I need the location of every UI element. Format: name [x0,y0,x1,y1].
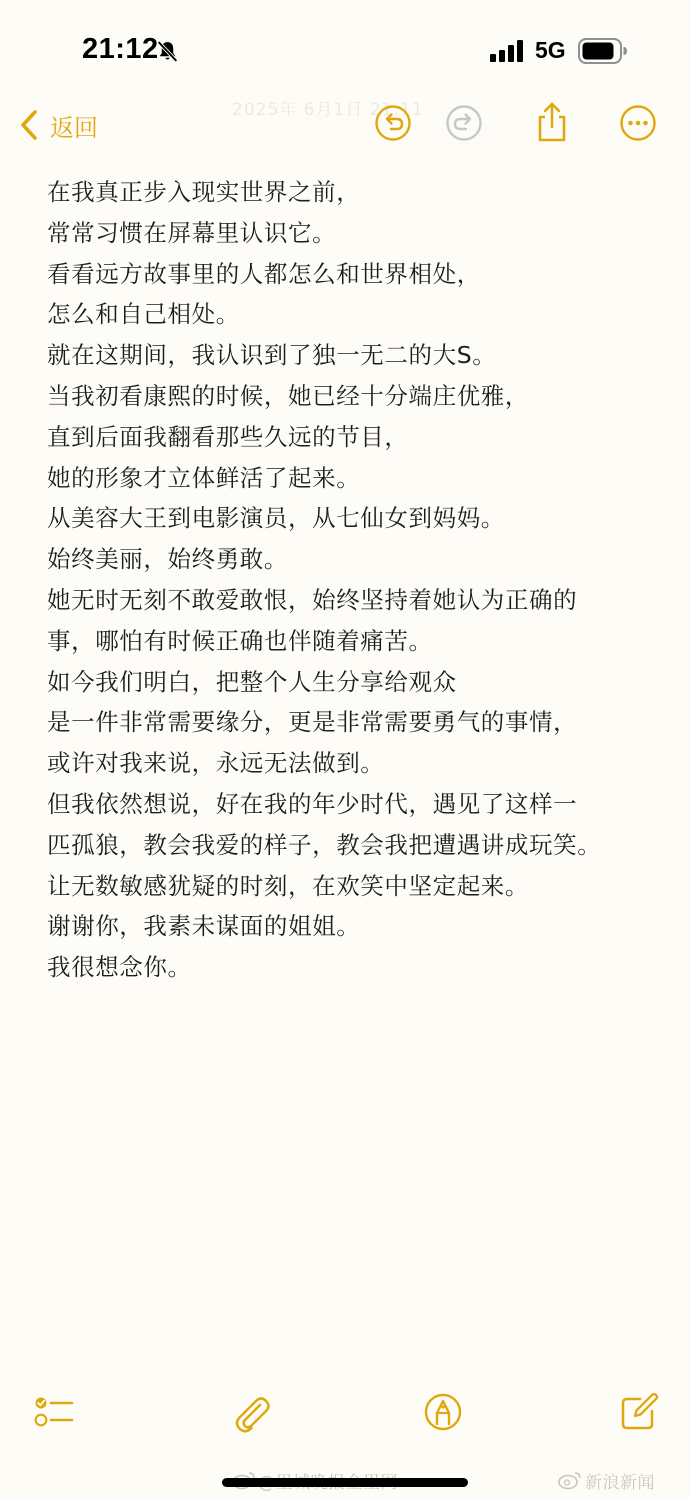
note-line: 直到后面我翻看那些久远的节目， [47,422,409,451]
nav-bar [0,95,690,155]
note-body[interactable] [47,172,677,988]
note-line: 但我依然想说，好在我的年少时代，遇见了这样一 [47,789,578,818]
redo-icon[interactable] [444,103,484,143]
bottom-toolbar [0,1385,690,1440]
note-line: 或许对我来说，永远无法做到。 [47,749,385,778]
battery-icon [578,38,628,64]
note-line: 她无时无刻不敢爱敢恨，始终坚持着她认为正确的 [47,585,578,614]
note-line: 就在这期间，我认识到了独一无二的大S。 [47,341,497,370]
signal-icon [490,40,524,62]
weibo-logo-icon [558,1470,582,1490]
note-line: 常常习惯在屏幕里认识它。 [47,218,337,247]
back-button[interactable] [18,105,98,145]
back-label: 返回 [50,113,98,142]
note-line: 当我初看康熙的时候，她已经十分端庄优雅， [47,381,529,410]
bell-off-icon [155,39,180,64]
note-line: 让无数敏感犹疑的时刻，在欢笑中坚定起来。 [47,871,529,900]
note-line: 从美容大王到电影演员，从七仙女到妈妈。 [47,504,505,533]
chevron-left-icon [18,108,40,142]
note-line: 始终美丽，始终勇敢。 [47,545,288,574]
note-line: 看看远方故事里的人都怎么和世界相处， [47,259,481,288]
status-time: 21:12 [82,33,159,65]
note-line: 谢谢你，我素未谋面的姐姐。 [47,912,361,941]
note-line: 我很想念你。 [47,953,192,982]
undo-icon[interactable] [373,103,413,143]
note-line: 匹孤狼，教会我爱的样子，教会我把遭遇讲成玩笑。 [47,830,602,859]
home-indicator[interactable] [222,1478,468,1487]
status-bar [0,0,690,100]
note-line: 如今我们明白，把整个人生分享给观众 [47,667,457,696]
checklist-icon[interactable] [33,1391,75,1433]
network-type: 5G [535,37,566,63]
note-line: 是一件非常需要缘分，更是非常需要勇气的事情， [47,708,578,737]
note-line: 在我真正步入现实世界之前， [47,178,361,206]
note-date-faded: 2025年 6月1日 21:11 [232,100,424,120]
watermark-sina: 新浪新闻 [585,1473,655,1493]
more-icon[interactable] [618,103,658,143]
compose-icon[interactable] [618,1391,660,1433]
paperclip-icon[interactable] [230,1391,272,1433]
note-line: 事，哪怕有时候正确也伴随着痛苦。 [47,626,433,655]
share-icon[interactable] [532,100,572,144]
note-line: 怎么和自己相处。 [47,300,240,329]
markup-icon[interactable] [422,1391,464,1433]
note-line: 她的形象才立体鲜活了起来。 [47,463,361,492]
